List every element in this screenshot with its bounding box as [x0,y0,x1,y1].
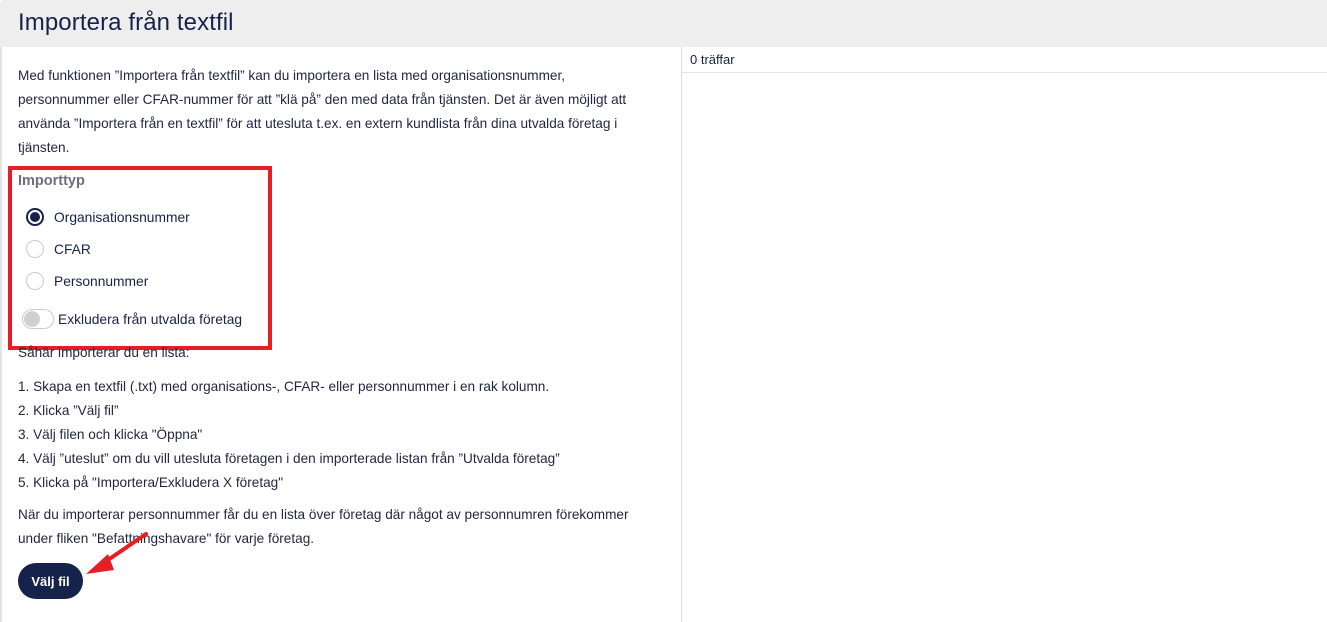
instruction-step: 2. Klicka ”Välj fil” [18,403,119,418]
radio-button-checked[interactable] [26,208,44,226]
instructions-title: Såhär importerar du en lista: [18,345,190,360]
radio-button[interactable] [26,240,44,258]
radio-label: Personnummer [54,273,149,289]
instruction-step: 5. Klicka på "Importera/Exkludera X företag" [18,475,284,490]
page-title: Importera från textfil [18,9,234,36]
instruction-step: 4. Välj ”uteslut” om du vill utesluta företagen i den importerade listan från ”Utvalda företag” [18,451,560,466]
choose-file-button[interactable]: Välj fil [18,563,83,599]
arrow-annotation-icon [80,530,150,578]
exclude-toggle-row[interactable] [22,309,242,329]
left-edge-border [0,47,2,622]
personnummer-note: När du importerar personnummer får du en lista över företag där något av personnumren förekommer under fliken "Befattningshavare" för varje företag. [18,507,629,546]
results-header-divider [682,72,1327,73]
radio-cfar[interactable] [26,240,91,258]
radio-label: Organisationsnummer [54,209,190,225]
instruction-steps [18,375,560,495]
radio-label: CFAR [54,241,91,257]
hits-count: 0 träffar [690,52,735,67]
header [0,0,1327,47]
instruction-step: 1. Skapa en textfil (.txt) med organisations-, CFAR- eller personnummer i en rak kolumn. [18,379,550,394]
radio-button[interactable] [26,272,44,290]
panel-divider [681,47,682,622]
exclude-toggle[interactable] [22,309,54,329]
intro-text: Med funktionen ”Importera från textfil” kan du importera en lista med organisationsnummer, personnummer eller CFAR-nummer för att ”klä på” den med data från tjänsten. Det är även möjligt att använda ”Importera från en textfil” för att utesluta t.ex. en extern kundlista från dina utvalda företag i tjänsten. [18,68,627,155]
radio-personnummer[interactable] [26,272,148,290]
radio-organisationsnummer[interactable] [26,208,190,226]
instruction-step: 3. Välj filen och klicka "Öppna" [18,427,203,442]
import-type-title: Importtyp [18,173,85,189]
toggle-knob [24,311,40,327]
exclude-toggle-label: Exkludera från utvalda företag [58,311,243,327]
